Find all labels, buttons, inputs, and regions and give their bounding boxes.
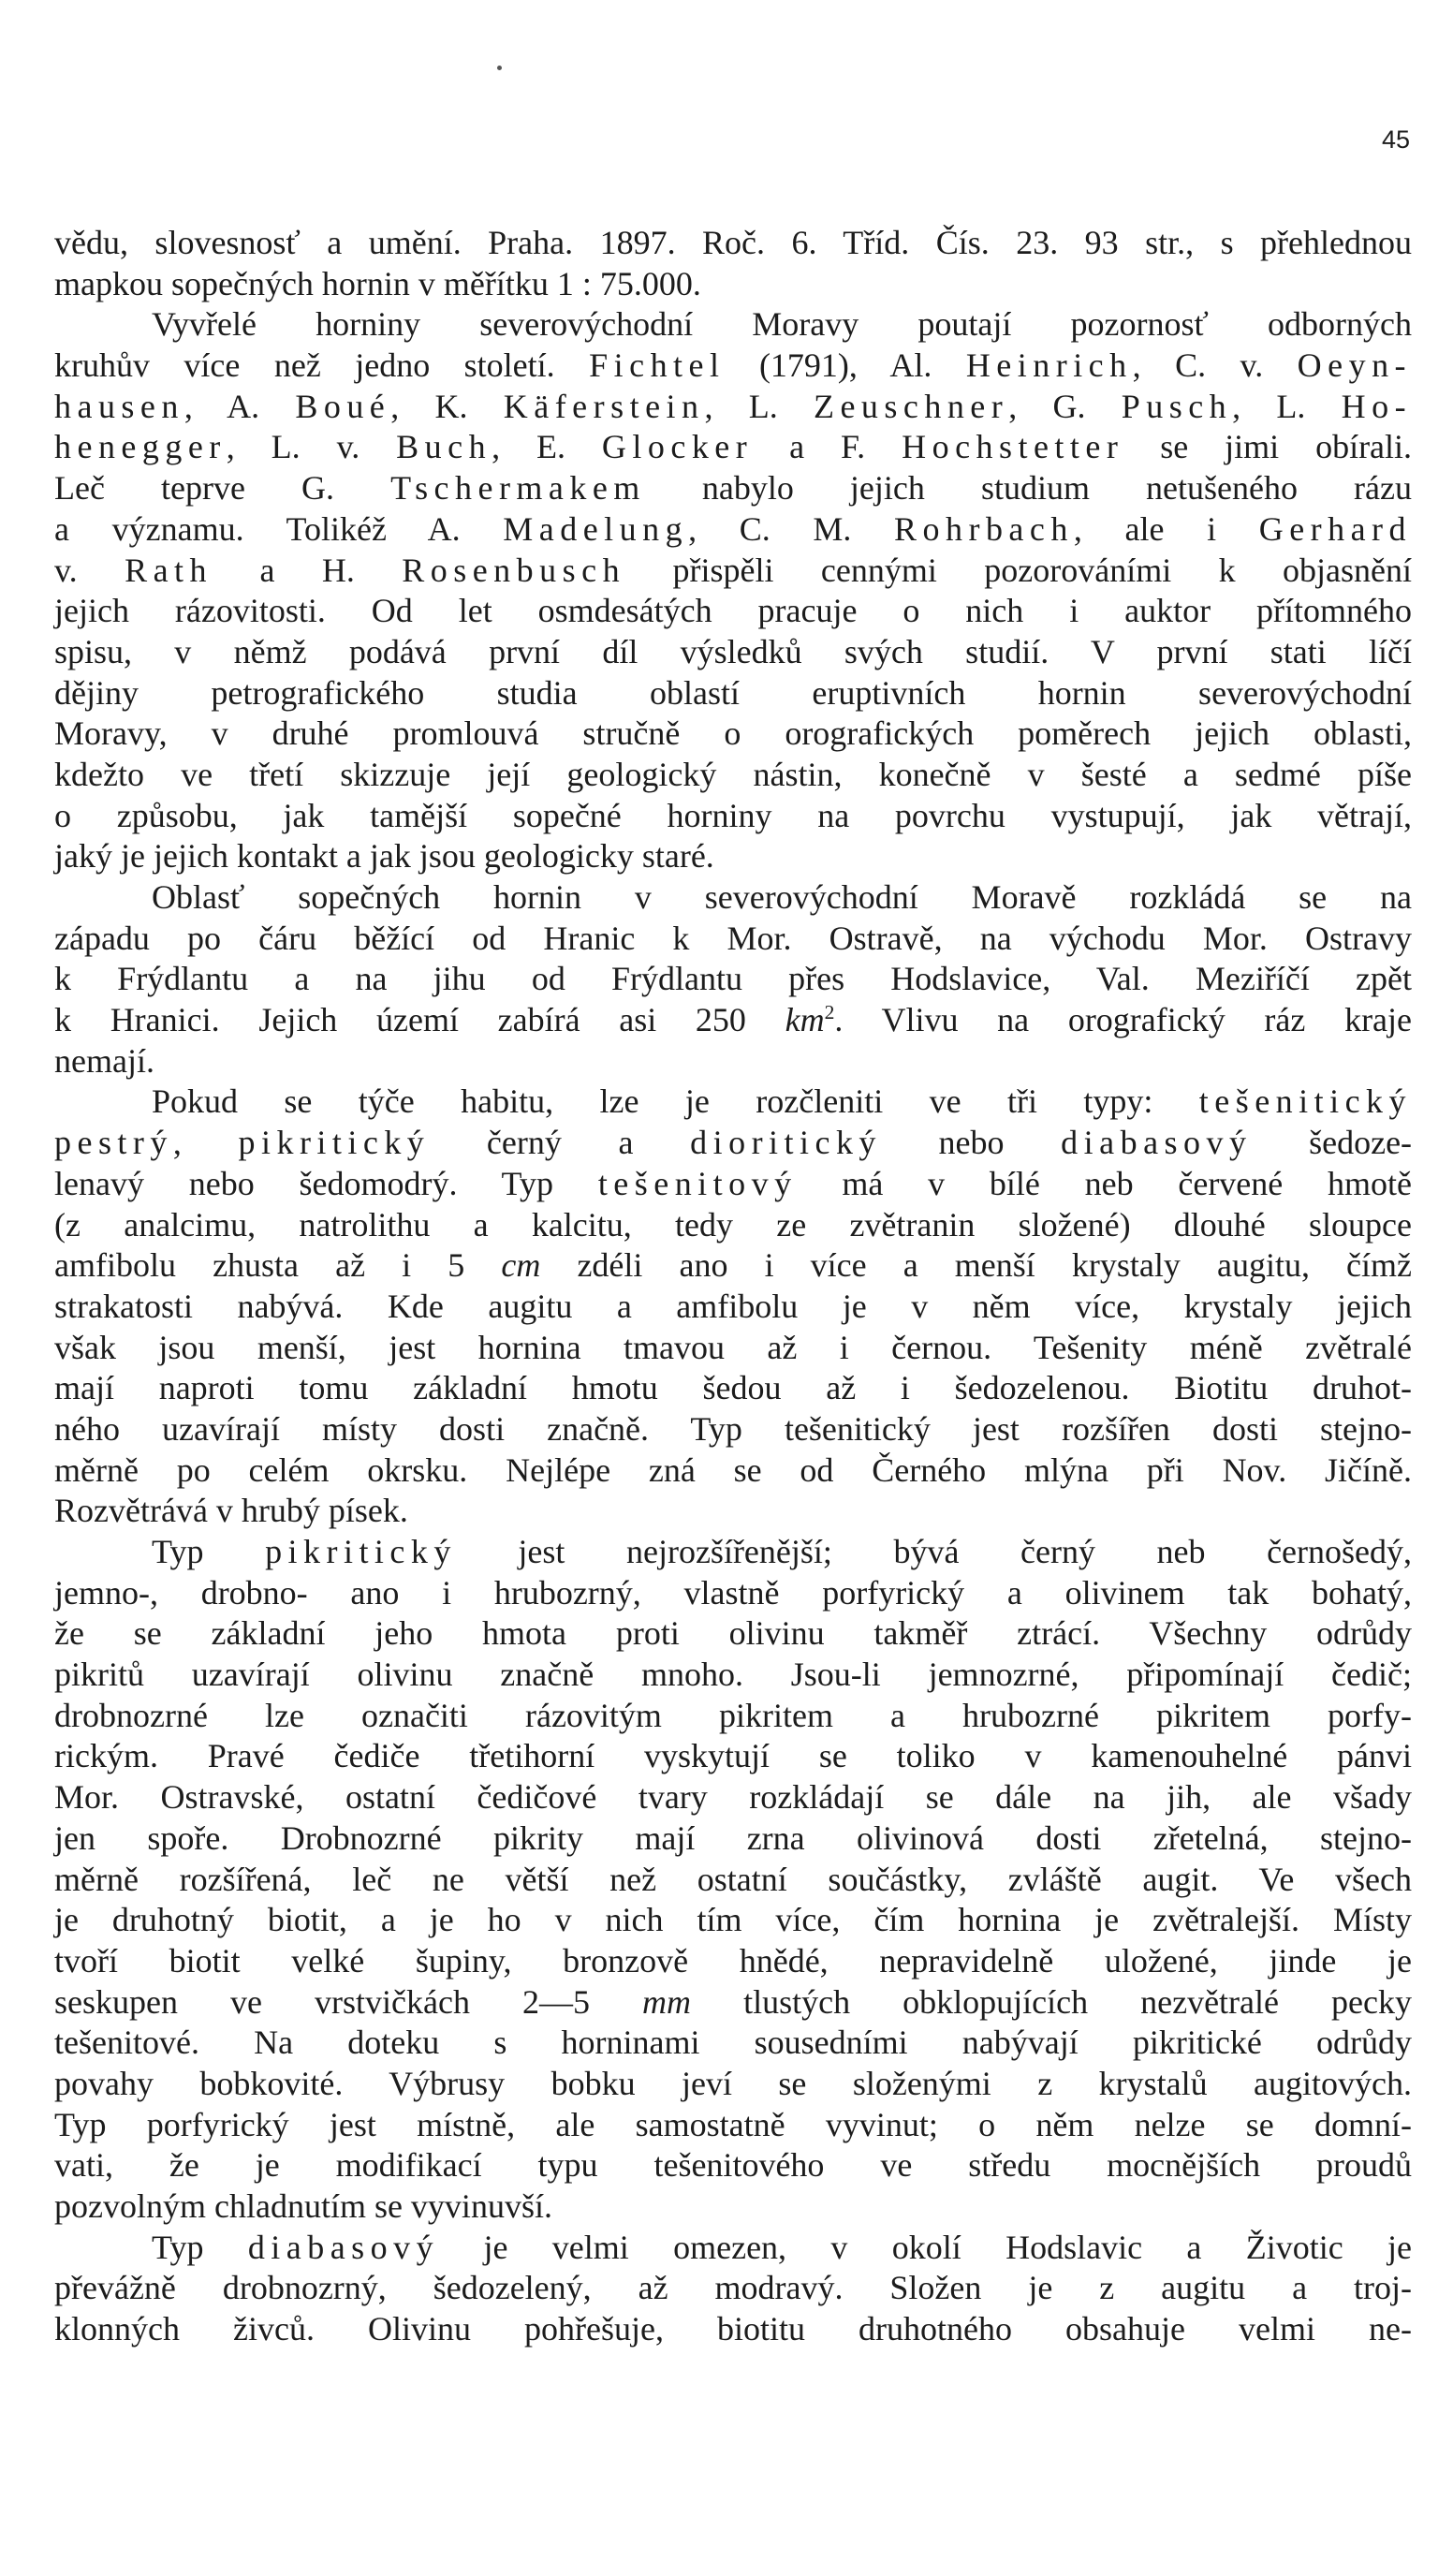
text-line xyxy=(54,836,1412,877)
text-line xyxy=(54,1041,1412,1082)
text-run: a významu. Tolikéž A. xyxy=(54,509,461,548)
text-run: Rozvětrává v hrubý písek. xyxy=(54,1492,408,1530)
text-run: však jsou menší, jest hornina tmavou až i černou. Tešenity méně zvětralé xyxy=(54,1328,1412,1366)
text-run: , L. xyxy=(1232,387,1306,425)
spaced-name: Buch xyxy=(396,428,492,466)
text-run: seskupen ve vrstvičkách 2—5 xyxy=(54,1982,590,2021)
spaced-name: henegger xyxy=(54,428,227,466)
text-run: k Hranici. Jejich území zabírá asi 250 xyxy=(54,1001,746,1039)
text-run: , xyxy=(172,1124,182,1162)
text-line xyxy=(54,427,1412,468)
text-run: zdéli ano i více a menší krystaly augitu, čímž xyxy=(577,1246,1412,1285)
text-line xyxy=(54,1818,1412,1860)
unit: mm xyxy=(642,1982,692,2021)
spaced-name: dioritický xyxy=(690,1124,882,1162)
text-line xyxy=(54,1368,1412,1409)
text-run: , C. v. xyxy=(1132,346,1264,385)
text-line xyxy=(54,2023,1412,2064)
text-run: šedoze- xyxy=(1309,1124,1413,1162)
spaced-name: diabasový xyxy=(247,2228,440,2266)
text-line xyxy=(54,1245,1412,1287)
text-line xyxy=(54,1205,1412,1246)
text-line xyxy=(54,796,1412,837)
text-run: kruhův více než jedno století. xyxy=(54,346,555,385)
spaced-name: Madelung xyxy=(503,509,689,548)
spaced-name: Oeyn- xyxy=(1297,346,1413,385)
text-run: kdežto ve třetí skizzuje její geologický nástin, konečně v šesté a sedmé píše xyxy=(54,755,1412,793)
text-run: pozvolným chladnutím se vyvinuvší. xyxy=(54,2187,552,2225)
text-line xyxy=(54,1082,1412,1123)
text-run: , E. xyxy=(492,428,565,466)
text-line xyxy=(54,959,1412,1000)
spaced-name: tešenitový xyxy=(597,1164,798,1202)
text-run: povahy bobkovité. Výbrusy bobku jeví se složenými z krystalů augitových. xyxy=(54,2064,1412,2102)
text-line xyxy=(54,632,1412,673)
text-run: , G. xyxy=(1008,387,1086,425)
text-run: v. xyxy=(54,551,78,589)
text-run: a F. xyxy=(789,428,866,466)
spaced-name: Boué xyxy=(295,387,391,425)
text-run: Oblasť sopečných hornin v severovýchodní Moravě rozkládá se na xyxy=(152,878,1412,916)
text-line xyxy=(54,2268,1412,2309)
text-run: , C. M. xyxy=(688,509,852,548)
body-text xyxy=(54,223,1412,2350)
text-run: (1791), Al. xyxy=(758,346,932,385)
text-line xyxy=(54,264,1412,305)
text-line xyxy=(54,1736,1412,1777)
text-line xyxy=(54,223,1412,264)
text-line xyxy=(54,2105,1412,2146)
text-line xyxy=(54,1696,1412,1737)
text-run: tešenitové. Na doteku s horninami sousedními nabývají pikritické odrůdy xyxy=(54,2024,1412,2062)
text-run: Typ xyxy=(152,2228,204,2266)
text-run: mapkou sopečných hornin v měřítku 1 : 75.000. xyxy=(54,264,701,302)
text-run: . Vlivu na orografický ráz kraje xyxy=(834,1001,1413,1039)
text-run: nebo xyxy=(938,1124,1005,1162)
text-line xyxy=(54,1532,1412,1573)
text-line xyxy=(54,2064,1412,2105)
text-line xyxy=(54,346,1412,387)
spaced-name: Ho- xyxy=(1341,387,1413,425)
text-run: k Frýdlantu a na jihu od Frýdlantu přes Hodslavice, Val. Meziříčí zpět xyxy=(54,960,1412,998)
text-line xyxy=(54,2309,1412,2350)
text-line xyxy=(54,1941,1412,1982)
text-run: rickým. Pravé čediče třetihorní vyskytují se toliko v kamenouhelné pánvi xyxy=(54,1737,1412,1775)
text-run: nemají. xyxy=(54,1041,154,1080)
spaced-name: Heinrich xyxy=(965,346,1133,385)
text-line xyxy=(54,591,1412,632)
text-line xyxy=(54,387,1412,428)
text-line xyxy=(54,1123,1412,1164)
text-run: klonných živců. Olivinu pohřešuje, biotitu druhotného obsahuje velmi ne- xyxy=(54,2310,1412,2348)
text-run: převážně drobnozrný, šedozelený, až modravý. Složen je z augitu a troj- xyxy=(54,2269,1412,2307)
text-run: vati, že je modifikací typu tešenitového ve středu mocnějších proudů xyxy=(54,2146,1412,2185)
text-run: měrně rozšířená, leč ne větší než ostatní součástky, zvláště augit. Ve všech xyxy=(54,1860,1412,1898)
spaced-name: Käferstein xyxy=(503,387,705,425)
text-run: že se základní jeho hmota proti olivinu takměř ztrácí. Všechny odrůdy xyxy=(54,1614,1412,1653)
text-run: , L. v. xyxy=(226,428,360,466)
text-run: jejich rázovitosti. Od let osmdesátých pracuje o nich i auktor přítomného xyxy=(54,592,1412,630)
text-line xyxy=(54,1287,1412,1328)
text-run: jest nejrozšířenější; bývá černý neb černošedý, xyxy=(518,1533,1413,1570)
text-line xyxy=(54,1655,1412,1696)
scan-speck xyxy=(497,66,502,70)
text-run: amfibolu zhusta až i 5 xyxy=(54,1246,465,1285)
text-run: přispěli cennými pozorováními k objasnění xyxy=(672,551,1413,589)
text-line xyxy=(54,1900,1412,1941)
text-run: jaký je jejich kontakt a jak jsou geologicky staré. xyxy=(54,837,714,876)
text-line xyxy=(54,2186,1412,2228)
text-line xyxy=(54,1409,1412,1450)
spaced-name: tešenitický xyxy=(1198,1082,1413,1121)
text-run: pikritů uzavírají olivinu značně mnoho. Jsou-li jemnozrné, připomínají čedič; xyxy=(54,1656,1412,1694)
spaced-name: Gerhard xyxy=(1258,509,1413,548)
text-run: (z analcimu, natrolithu a kalcitu, tedy ze zvětranin složené) dlouhé sloupce xyxy=(54,1205,1412,1244)
text-line xyxy=(54,877,1412,919)
text-run: , A. xyxy=(183,387,260,425)
text-line xyxy=(54,1164,1412,1205)
text-run: tlustých obklopujících nezvětralé pecky xyxy=(743,1982,1412,2021)
text-run: Moravy, v druhé promlouvá stručně o orografických poměrech jejich oblasti, xyxy=(54,714,1412,753)
text-line xyxy=(54,2145,1412,2186)
text-line xyxy=(54,468,1412,509)
spaced-name: diabasový xyxy=(1061,1124,1253,1162)
text-run: mají naproti tomu základní hmotu šedou až i šedozelenou. Biotitu druhot- xyxy=(54,1369,1412,1407)
spaced-name: Tschermakem xyxy=(390,469,646,508)
text-run: , ale i xyxy=(1073,509,1217,548)
superscript: 2 xyxy=(824,1001,835,1024)
text-line xyxy=(54,1777,1412,1818)
text-line xyxy=(54,1573,1412,1614)
text-line xyxy=(54,1491,1412,1532)
text-run: strakatosti nabývá. Kde augitu a amfibolu je v něm více, krystaly jejich xyxy=(54,1287,1412,1325)
text-line xyxy=(54,755,1412,796)
unit: cm xyxy=(501,1246,541,1285)
text-run: Typ porfyrický jest místně, ale samostatně vyvinut; o něm nelze se domní- xyxy=(54,2105,1412,2143)
spaced-name: Zeuschner xyxy=(813,387,1009,425)
text-line xyxy=(54,1613,1412,1655)
text-run: Leč teprve G. xyxy=(54,469,335,508)
text-run: Pokud se týče habitu, lze je rozčleniti ve tři typy: xyxy=(152,1082,1153,1121)
text-run: vědu, slovesnosť a umění. Praha. 1897. Roč. 6. Tříd. Čís. 23. 93 str., s přehlednou xyxy=(54,224,1412,261)
text-line xyxy=(54,673,1412,714)
text-run: ného uzavírají místy dosti značně. Typ tešenitický jest rozšířen dosti stejno- xyxy=(54,1409,1412,1448)
text-run: spisu, v němž podává první díl výsledků svých studií. V první stati líčí xyxy=(54,632,1412,670)
text-run: a H. xyxy=(259,551,355,589)
text-run: jen spoře. Drobnozrné pikrity mají zrna olivinová dosti zřetelná, stejno- xyxy=(54,1818,1412,1857)
text-line xyxy=(54,919,1412,960)
text-run: se jimi obírali. xyxy=(1160,428,1413,466)
text-run: jemno-, drobno- ano i hrubozrný, vlastně porfyrický a olivinem tak bohatý, xyxy=(54,1573,1412,1612)
text-run: , K. xyxy=(390,387,468,425)
text-run: je druhotný biotit, a je ho v nich tím více, čím hornina je zvětralejší. Místy xyxy=(54,1901,1412,1939)
text-line xyxy=(54,1328,1412,1369)
text-run: Mor. Ostravské, ostatní čedičové tvary rozkládají se dále na jih, ale všady xyxy=(54,1778,1412,1817)
text-run: drobnozrné lze označiti rázovitým pikritem a hrubozrné pikritem porfy- xyxy=(54,1696,1412,1734)
text-run: , L. xyxy=(704,387,778,425)
spaced-name: Pusch xyxy=(1121,387,1233,425)
text-run: je velmi omezen, v okolí Hodslavic a Životic je xyxy=(483,2228,1413,2266)
spaced-name: Hochstetter xyxy=(902,428,1124,466)
text-run: Typ xyxy=(152,1533,204,1570)
spaced-name: Glocker xyxy=(601,428,754,466)
text-line xyxy=(54,1982,1412,2024)
spaced-name: pikritický xyxy=(265,1533,457,1570)
spaced-name: pestrý xyxy=(54,1124,173,1162)
text-run: dějiny petrografického studia oblastí eruptivních hornin severovýchodní xyxy=(54,673,1412,712)
text-line xyxy=(54,551,1412,592)
text-run: nabylo jejich studium netušeného rázu xyxy=(701,469,1412,508)
text-run: má v bílé neb červené hmotě xyxy=(842,1164,1413,1202)
text-line xyxy=(54,714,1412,755)
text-line xyxy=(54,1000,1412,1041)
spaced-name: Rath xyxy=(125,551,213,589)
text-run: západu po čáru běžící od Hranic k Mor. Ostravě, na východu Mor. Ostravy xyxy=(54,919,1412,957)
spaced-name: pikritický xyxy=(238,1124,431,1162)
text-line xyxy=(54,2228,1412,2269)
unit: km xyxy=(785,1001,825,1039)
text-run: černý a xyxy=(486,1124,634,1162)
text-run: lenavý nebo šedomodrý. Typ xyxy=(54,1164,554,1202)
spaced-name: Rosenbusch xyxy=(402,551,626,589)
text-line xyxy=(54,1450,1412,1492)
spaced-name: hausen xyxy=(54,387,184,425)
text-run: tvoří biotit velké šupiny, bronzově hnědé, nepravidelně uložené, jinde je xyxy=(54,1941,1412,1980)
text-line xyxy=(54,1860,1412,1901)
text-run: o způsobu, jak tamější sopečné horniny na povrchu vystupují, jak větrají, xyxy=(54,796,1412,834)
spaced-name: Rohrbach xyxy=(894,509,1074,548)
spaced-name: Fichtel xyxy=(589,346,726,385)
text-run: měrně po celém okrsku. Nejlépe zná se od Černého mlýna při Nov. Jičíně. xyxy=(54,1450,1412,1489)
page-number: 45 xyxy=(1381,125,1410,154)
text-line xyxy=(54,304,1412,346)
text-run: Vyvřelé horniny severovýchodní Moravy poutají pozornosť odborných xyxy=(152,305,1412,344)
text-line xyxy=(54,509,1412,551)
